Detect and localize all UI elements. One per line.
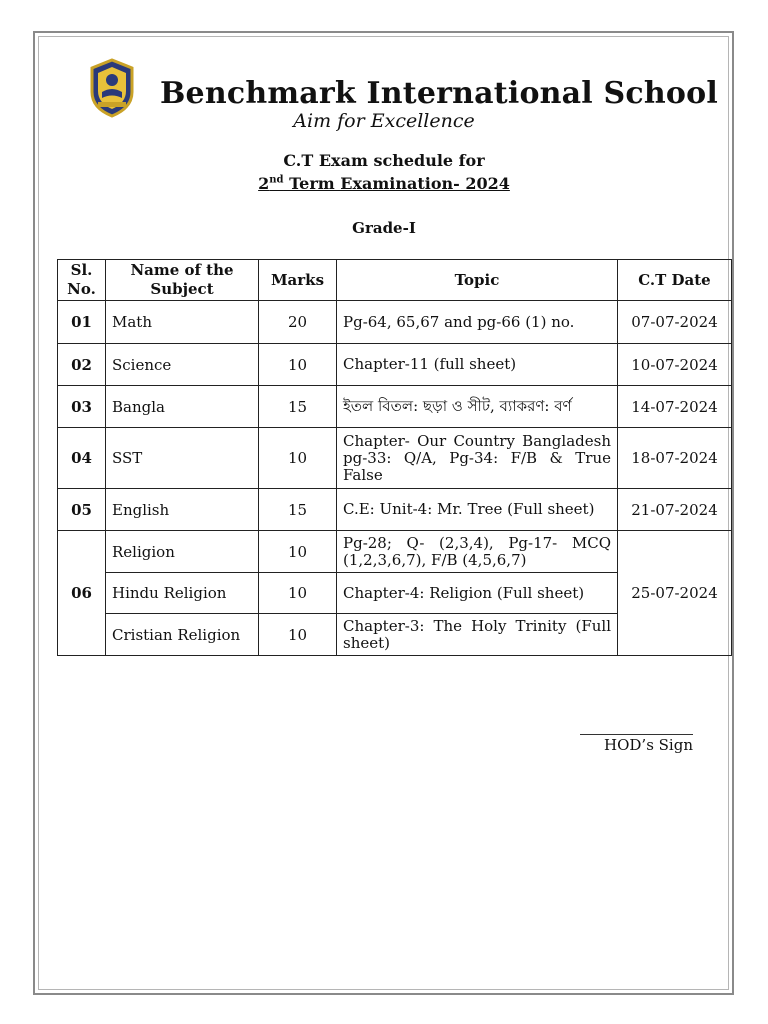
row-marks: 15: [259, 489, 337, 531]
row-marks: 10: [259, 573, 337, 614]
row-marks: 10: [259, 344, 337, 386]
row-date: 14-07-2024: [618, 386, 732, 428]
row-topic: Chapter-4: Religion (Full sheet): [337, 573, 618, 614]
table-row: [58, 301, 732, 344]
signature-line: [580, 734, 693, 735]
row-marks: 10: [259, 531, 337, 573]
row-subject: English: [106, 489, 259, 531]
table-row: [58, 386, 732, 428]
row-subject: Bangla: [106, 386, 259, 428]
header-marks: Marks: [259, 260, 337, 301]
row-date: 18-07-2024: [618, 428, 732, 489]
row-topic: C.E: Unit-4: Mr. Tree (Full sheet): [337, 489, 618, 531]
hod-sign-label: HOD’s Sign: [604, 736, 693, 754]
row-marks: 15: [259, 386, 337, 428]
table-header-row: [58, 260, 732, 301]
school-crest-logo: [88, 58, 136, 118]
row-date: 10-07-2024: [618, 344, 732, 386]
row-topic: Pg-64, 65,67 and pg-66 (1) no.: [337, 301, 618, 344]
table-row: [58, 344, 732, 386]
header-subject: Name of the Subject: [106, 260, 259, 301]
row-subject: SST: [106, 428, 259, 489]
row-sl: 05: [58, 489, 106, 531]
header-topic: Topic: [337, 260, 618, 301]
row-topic: Chapter-11 (full sheet): [337, 344, 618, 386]
row-sl: 02: [58, 344, 106, 386]
table-row: [58, 428, 732, 489]
schedule-title: C.T Exam schedule for: [283, 151, 485, 170]
row-sl: 01: [58, 301, 106, 344]
row-subject: Hindu Religion: [106, 573, 259, 614]
row-subject: Science: [106, 344, 259, 386]
school-name: Benchmark International School: [160, 76, 718, 111]
row-sl: 03: [58, 386, 106, 428]
row-date: 07-07-2024: [618, 301, 732, 344]
row-topic: ইতল বিতল: ছড়া ও সীট, ব্যাকরণ: বর্ণ: [337, 386, 618, 428]
row-subject: Religion: [106, 531, 259, 573]
header-date: C.T Date: [618, 260, 732, 301]
table-row: [58, 489, 732, 531]
school-motto: Aim for Excellence: [293, 110, 475, 132]
row-marks: 10: [259, 428, 337, 489]
row-marks: 10: [259, 614, 337, 656]
schedule-subtitle: 2nd Term Examination- 2024: [258, 174, 510, 193]
header-sl: Sl. No.: [58, 260, 106, 301]
row-marks: 20: [259, 301, 337, 344]
row-subject: Math: [106, 301, 259, 344]
schedule-table: [57, 259, 732, 656]
row-topic: Chapter-3: The Holy Trinity (Full sheet): [337, 614, 618, 656]
row-subject: Cristian Religion: [106, 614, 259, 656]
row-topic: Chapter- Our Country Bangladesh pg-33: Q/A, Pg-34: F/B & True False: [337, 428, 618, 489]
row-topic: Pg-28; Q- (2,3,4), Pg-17- MCQ (1,2,3,6,7), F/B (4,5,6,7): [337, 531, 618, 573]
table-row: [58, 531, 732, 573]
row-date: 25-07-2024: [618, 531, 732, 656]
row-date: 21-07-2024: [618, 489, 732, 531]
grade-label: Grade-I: [352, 219, 416, 237]
row-sl: 04: [58, 428, 106, 489]
row-sl: 06: [58, 531, 106, 656]
